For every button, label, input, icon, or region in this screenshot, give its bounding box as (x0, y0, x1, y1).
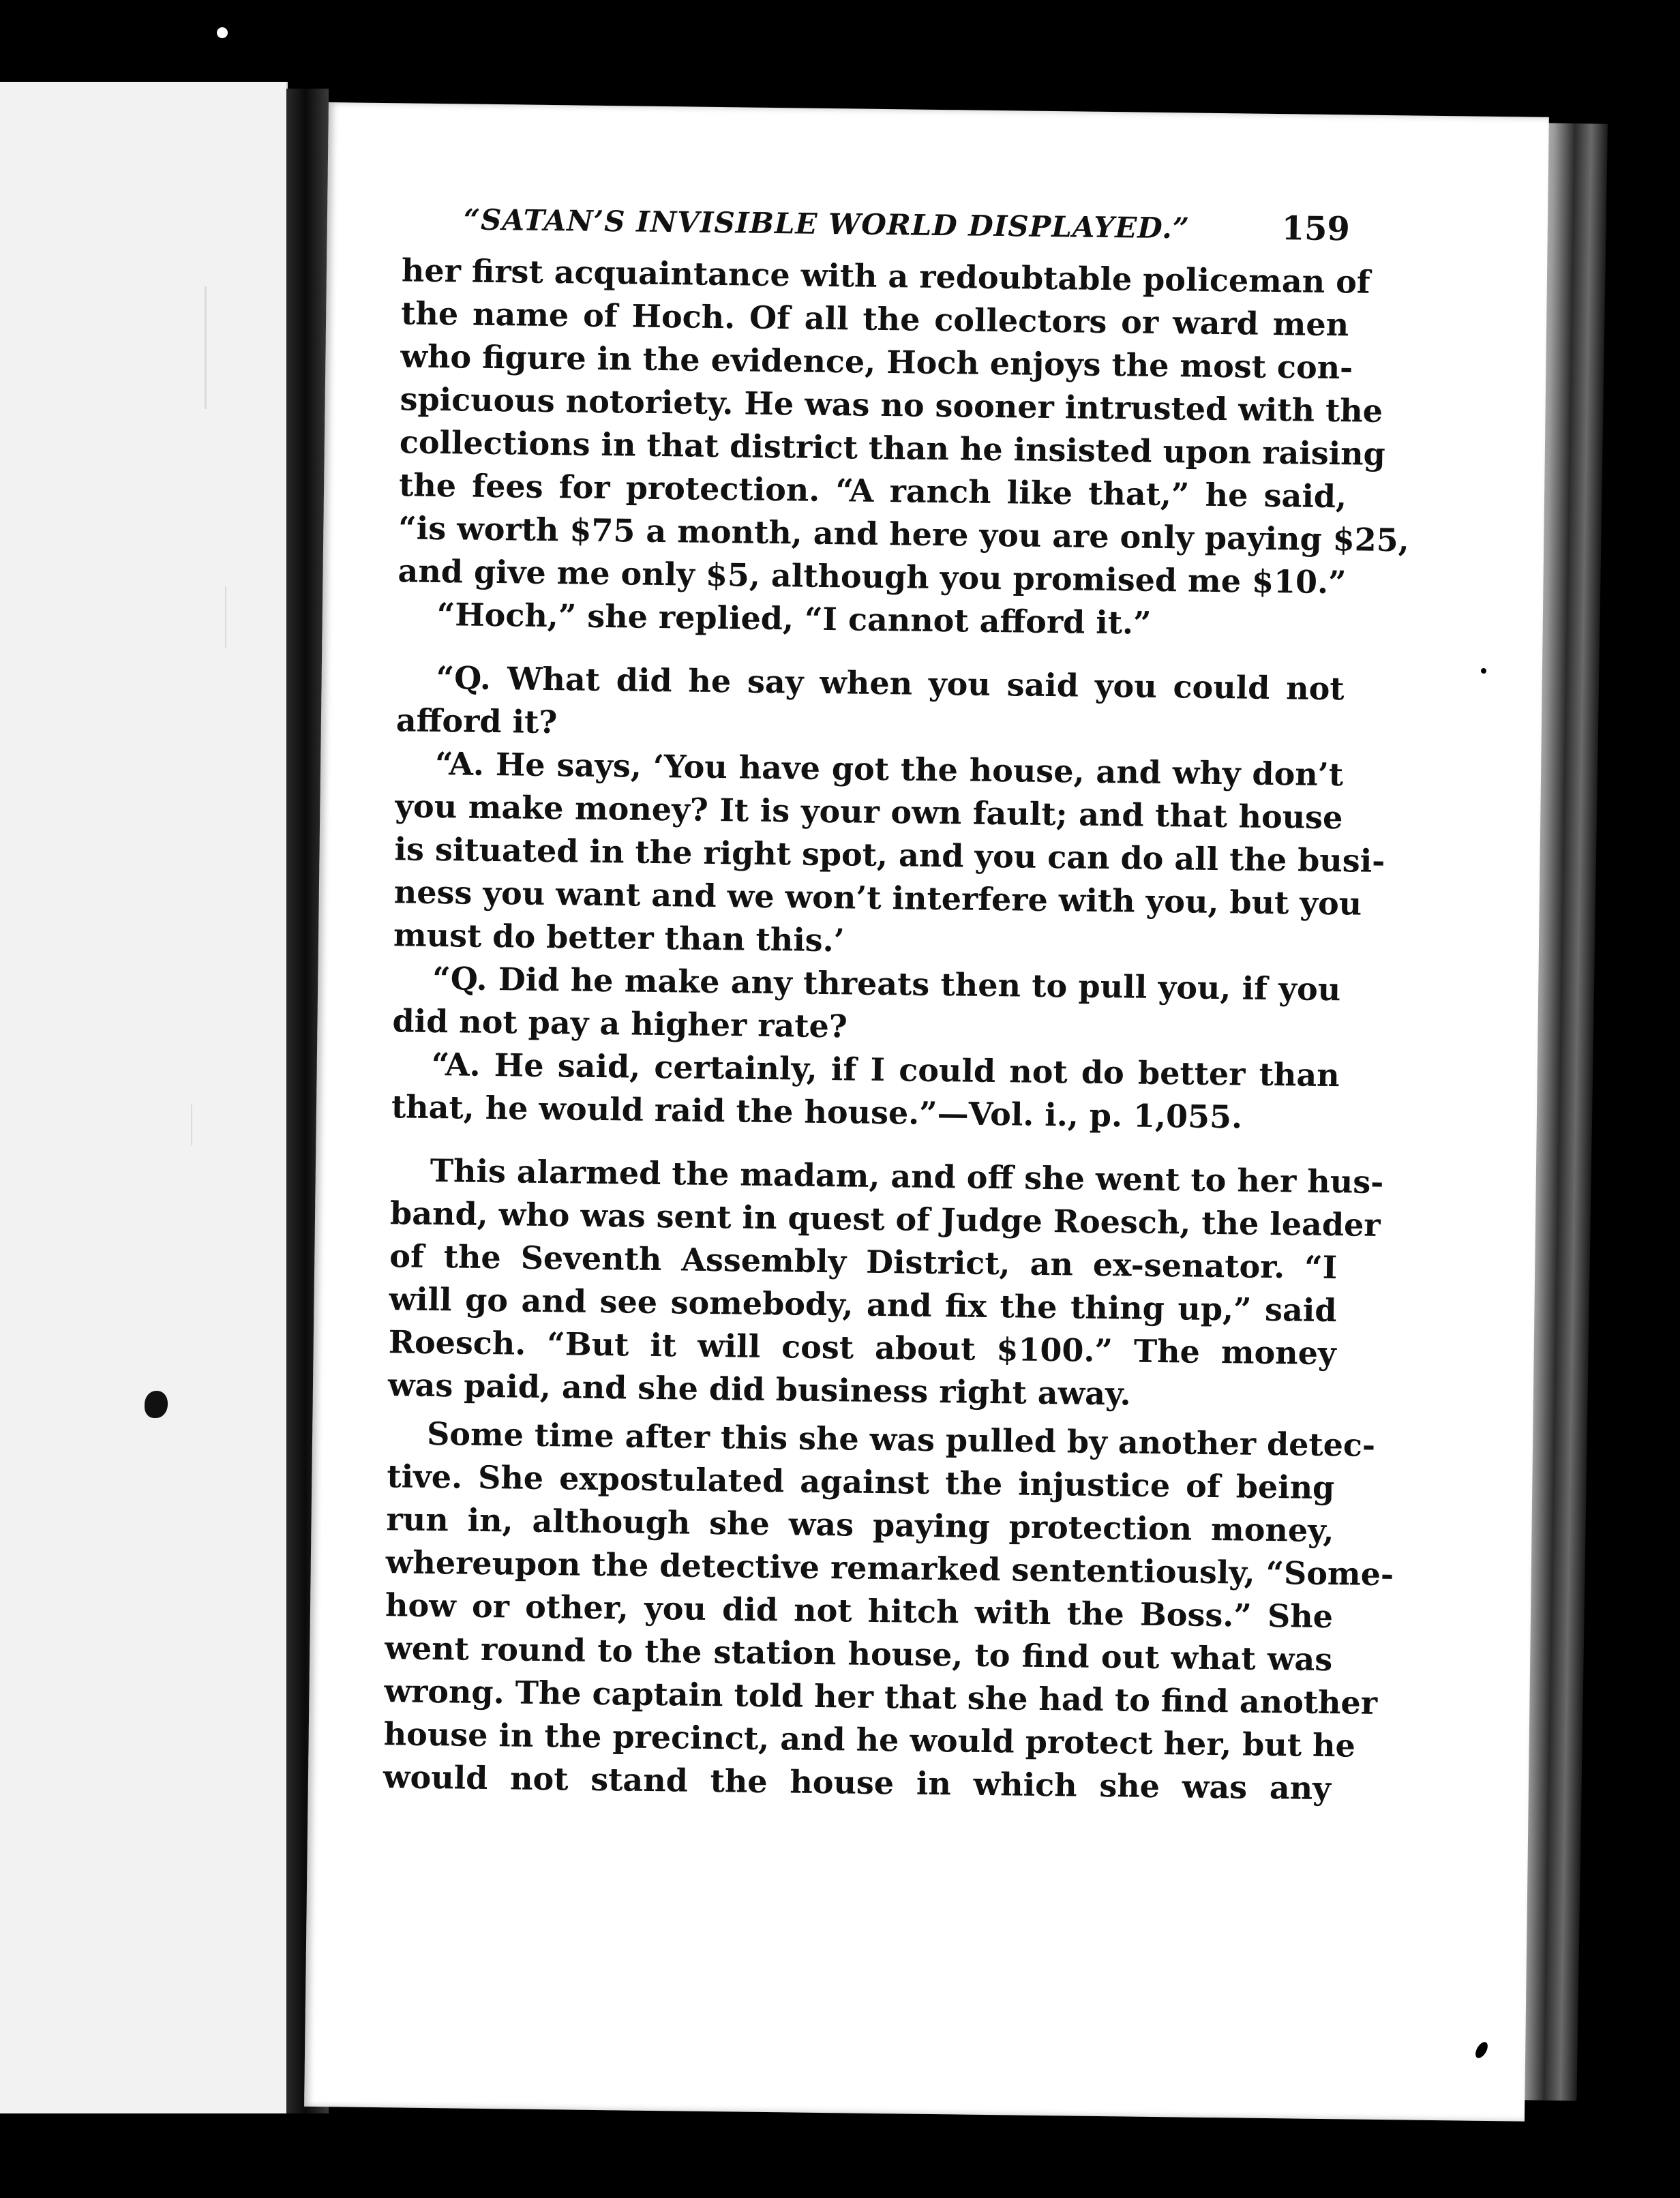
text-line: “Q. What did he say when you said you could not (436, 659, 1345, 708)
page-number: 159 (1281, 209, 1351, 249)
text-line: tive. She expostulated against the injustice of being (387, 1458, 1335, 1507)
text-line: the fees for protection. “A ranch like that,” he said, (398, 466, 1347, 515)
text-line: you make money? It is your own fault; and that house (395, 787, 1343, 837)
page-text (382, 198, 1410, 1810)
text-line: wrong. The captain told her that she had to find another (384, 1672, 1378, 1721)
text-line: went round to the station house, to find out what was (384, 1629, 1333, 1678)
text-line: how or other, you did not hitch with the Boss.” She (385, 1586, 1334, 1636)
testimony-question (392, 957, 1340, 1054)
text-line: “Hoch,” she replied, “I cannot afford it.” (436, 595, 1152, 642)
text-line: of the Seventh Assembly District, an ex-senator. “I (389, 1237, 1338, 1286)
text-line: house in the precinct, and he would protect her, but he (383, 1715, 1356, 1764)
speck (217, 27, 228, 38)
text-line: her first acquaintance with a redoubtable policeman of (401, 252, 1370, 301)
text-line: collections in that district than he insisted upon raising (399, 423, 1386, 472)
text-line: spicuous notoriety. He was no sooner intrusted with the (400, 380, 1383, 430)
text-line: and give me only $5, although you promised me $10.” (397, 552, 1347, 601)
testimony-question (396, 656, 1345, 753)
paragraph (382, 1412, 1394, 1810)
page-mark (205, 286, 207, 409)
text-line: “A. He says, ‘You have got the house, and why don’t (434, 744, 1344, 794)
page-mark (191, 1104, 192, 1145)
text-line: “Q. Did he make any threats then to pull you, if you (432, 959, 1341, 1008)
testimony-answer (393, 742, 1385, 968)
text-line: will go and see somebody, and fix the thing up,” said (389, 1280, 1337, 1329)
speck (1481, 668, 1486, 674)
ink-blot (145, 1391, 168, 1418)
text-line: afford it? (395, 702, 558, 741)
text-line: who figure in the evidence, Hoch enjoys the most con- (400, 337, 1353, 387)
text-line: that, he would raid the house.”—Vol. i., p. 1,055. (391, 1088, 1243, 1136)
page-mark (225, 586, 226, 648)
testimony-answer (391, 1042, 1340, 1140)
paragraph (387, 1149, 1384, 1418)
running-head (464, 199, 1351, 248)
text-line: This alarmed the madam, and off she went to her hus- (430, 1151, 1384, 1201)
text-line: was paid, and she did business right away. (387, 1366, 1131, 1413)
text-line: the name of Hoch. Of all the collectors or ward men (400, 295, 1349, 344)
text-line: did not pay a higher rate? (392, 1002, 848, 1045)
text-line: must do better than this.’ (393, 916, 845, 959)
text-line: run in, although she was paying protection money, (386, 1501, 1334, 1550)
text-line: band, who was sent in quest of Judge Roesch, the leader (389, 1194, 1381, 1244)
text-line: would not stand the house in which she was any (382, 1758, 1332, 1807)
text-line: Some time after this she was pulled by another detec- (426, 1415, 1376, 1464)
left-facing-page (0, 82, 288, 2113)
book-page (304, 102, 1549, 2122)
text-line: whereupon the detective remarked sententiously, “Some- (385, 1544, 1394, 1593)
text-line: Roesch. “But it will cost about $100.” The money (388, 1323, 1337, 1372)
text-line: is situated in the right spot, and you can do all the busi- (394, 830, 1385, 880)
text-line: “is worth $75 a month, and here you are only paying $25, (398, 509, 1410, 559)
text-line: ness you want and we won’t interfere with you, but you (393, 873, 1362, 922)
running-title: “SATAN’S INVISIBLE WORLD DISPLAYED.” (463, 202, 1190, 245)
paragraph (397, 249, 1410, 604)
text-line: “A. He said, certainly, if I could not do better than (431, 1045, 1340, 1094)
